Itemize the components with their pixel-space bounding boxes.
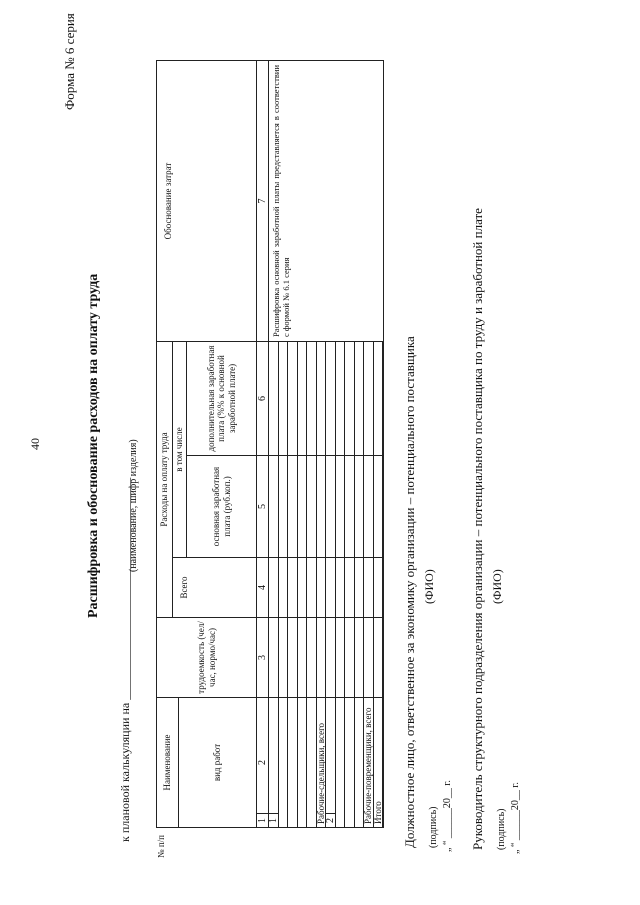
signature1-label: (подпись)	[428, 806, 439, 848]
table-cell	[345, 341, 355, 455]
header-osnovnaya: основная заработная плата (руб.коп.)	[187, 455, 257, 557]
table-cell	[317, 617, 327, 697]
row-number: 2	[326, 813, 336, 827]
table-cell	[279, 455, 289, 557]
table-cell	[364, 455, 374, 557]
table-cell	[336, 341, 346, 455]
form-label: Форма № 6 серия	[62, 13, 77, 110]
column-number: 3	[257, 617, 269, 697]
table-cell	[374, 557, 384, 617]
table-cell	[279, 557, 289, 617]
row-number: 1	[269, 813, 279, 827]
justification-text: Расшифровка основной заработной платы представляется в соответствии с формой № 6.1 серия	[271, 65, 291, 337]
table-cell	[364, 341, 374, 455]
table-cell	[288, 455, 298, 557]
table-cell	[345, 557, 355, 617]
column-number: 4	[257, 557, 269, 617]
table-cell	[307, 557, 317, 617]
column-number: 2	[257, 697, 269, 827]
table-cell	[355, 557, 365, 617]
table-cell	[317, 455, 327, 557]
table-cell	[298, 617, 308, 697]
table-cell	[355, 455, 365, 557]
table-cell	[307, 455, 317, 557]
table-cell	[269, 557, 279, 617]
table-cell	[326, 341, 336, 455]
header-number: № п/п	[156, 835, 166, 858]
table-row-label	[298, 697, 308, 827]
signature1-text: Должностное лицо, ответственное за экономику организации – потенциального поставщика	[402, 336, 417, 848]
header-obosnovanie: Обоснование затрат	[157, 61, 257, 341]
table-cell	[288, 557, 298, 617]
signature2-date: „ “ ______20__ г.	[510, 782, 521, 854]
table-cell	[336, 455, 346, 557]
calculation-line: к плановой калькуляции на _____________________________________	[118, 477, 132, 842]
table-cell	[336, 617, 346, 697]
table-row-label: Итого	[374, 697, 384, 827]
table-cell	[269, 617, 279, 697]
signature2-label: (подпись)	[496, 808, 507, 850]
table-cell	[317, 341, 327, 455]
signature1-date: „ “ ______20__ г.	[442, 780, 453, 852]
column-number: 6	[257, 341, 269, 455]
table-cell	[298, 557, 308, 617]
table-cell	[345, 455, 355, 557]
header-raskhody: Расходы на оплату труда	[157, 341, 173, 617]
table-cell	[326, 557, 336, 617]
table-cell	[345, 617, 355, 697]
table-cell	[288, 341, 298, 455]
page-number: 40	[28, 438, 42, 450]
table-cell	[336, 557, 346, 617]
table-cell	[307, 341, 317, 455]
expenses-table	[156, 60, 384, 828]
table-row-label	[326, 697, 336, 827]
signature1-fio: (ФИО)	[422, 569, 436, 604]
signature2-text: Руководитель структурного подразделения организации – потенциального поставщика по труду и заработной плате	[470, 208, 485, 850]
table-row-label: Рабочие-сдельщики, всего	[317, 697, 327, 827]
table-cell	[355, 617, 365, 697]
table-cell	[364, 557, 374, 617]
table-row-label	[336, 697, 346, 827]
table-cell	[374, 341, 384, 455]
table-cell	[279, 341, 289, 455]
table-row-label	[279, 697, 289, 827]
table-row-label	[269, 697, 279, 827]
table-cell	[298, 455, 308, 557]
document-title: Расшифровка и обоснование расходов на оплату труда	[86, 273, 101, 618]
table-cell	[364, 617, 374, 697]
header-trudoemkost: трудоемкость (чел/час, нормо/час)	[157, 617, 257, 697]
table-cell	[288, 617, 298, 697]
table-cell	[317, 557, 327, 617]
header-v-tom-chisle: в том числе	[173, 341, 187, 557]
column-number: 5	[257, 455, 269, 557]
table-row-label	[288, 697, 298, 827]
table-row-label: Рабочие-повременщики, всего	[364, 697, 374, 827]
header-naimenovanie: Наименование	[157, 697, 179, 827]
table-row-label	[345, 697, 355, 827]
header-vid-rabot: вид работ	[179, 697, 257, 827]
table-cell	[269, 341, 279, 455]
calculation-caption: (наименование, шифр изделия)	[128, 439, 139, 572]
column-number: 7	[257, 61, 269, 341]
table-cell	[374, 617, 384, 697]
signature2-fio: (ФИО)	[490, 569, 504, 604]
column-number: 1	[257, 813, 269, 827]
table-cell	[298, 341, 308, 455]
table-cell	[374, 455, 384, 557]
header-dopolnitelnaya: дополнительная заработная плата (%% к основной заработной плате)	[187, 341, 257, 455]
table-cell	[279, 617, 289, 697]
table-cell	[269, 455, 279, 557]
table-cell	[355, 341, 365, 455]
table-cell	[326, 617, 336, 697]
table-cell	[307, 617, 317, 697]
table-cell	[326, 455, 336, 557]
header-vsego: Всего	[173, 557, 257, 617]
